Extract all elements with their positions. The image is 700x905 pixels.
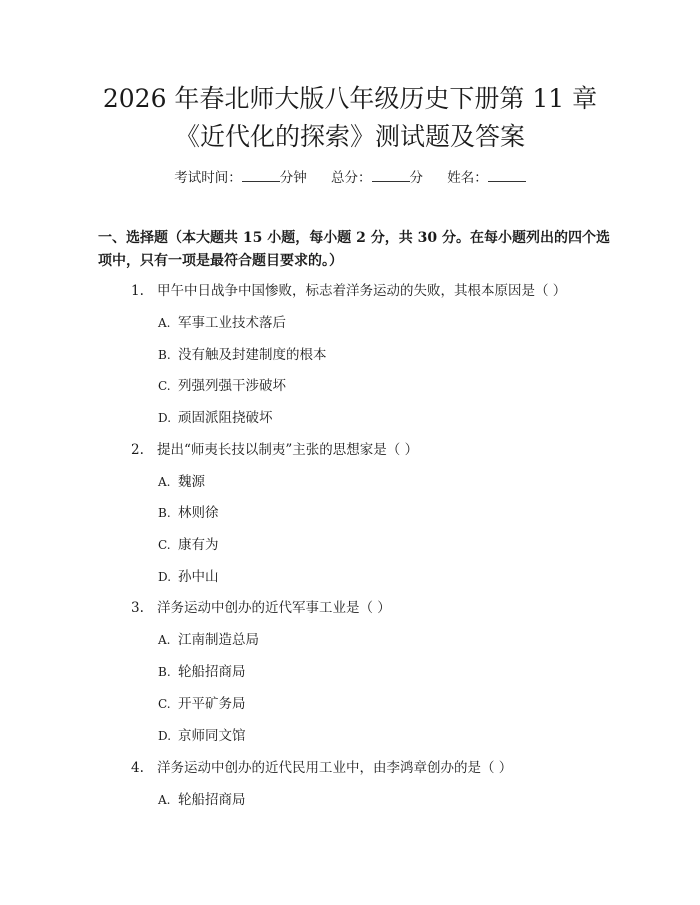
option-letter: A. (158, 793, 171, 807)
option-1b (158, 345, 578, 365)
name-field (447, 168, 526, 188)
option-letter: B. (158, 348, 171, 362)
option-text: 列强列强干涉破坏 (178, 378, 286, 394)
option-letter: B. (158, 665, 171, 679)
question-number: 4. (131, 760, 144, 776)
time-label: 考试时间： (174, 170, 242, 186)
option-text: 林则徐 (178, 505, 219, 521)
option-text: 开平矿务局 (178, 696, 246, 712)
option-1d (158, 408, 578, 428)
question-1 (131, 281, 621, 301)
name-blank (488, 168, 526, 182)
option-1c (158, 376, 578, 396)
option-3a (158, 630, 578, 650)
option-letter: C. (158, 538, 171, 552)
option-letter: D. (158, 729, 172, 743)
option-2c (158, 535, 578, 555)
option-text: 康有为 (178, 537, 219, 553)
option-letter: C. (158, 697, 171, 711)
option-2b (158, 503, 578, 523)
time-blank (242, 168, 280, 182)
question-4 (131, 758, 621, 778)
option-3c (158, 694, 578, 714)
option-text: 魏源 (178, 474, 205, 490)
option-text: 轮船招商局 (178, 664, 246, 680)
question-number: 1. (131, 283, 144, 299)
option-letter: A. (158, 475, 171, 489)
option-2d (158, 567, 578, 587)
option-text: 没有触及封建制度的根本 (178, 347, 327, 363)
exam-meta (0, 168, 700, 188)
option-text: 军事工业技术落后 (178, 315, 286, 331)
question-text: 洋务运动中创办的近代民用工业中，由李鸿章创办的是（ ） (157, 760, 513, 776)
title-line-1: 2026 年春北师大版八年级历史下册第 11 章 (102, 84, 598, 113)
option-3b (158, 662, 578, 682)
option-text: 京师同文馆 (178, 728, 246, 744)
option-4a (158, 790, 578, 810)
question-3 (131, 598, 621, 618)
option-letter: D. (158, 570, 172, 584)
option-text: 顽固派阻挠破坏 (178, 410, 273, 426)
section-heading-line-2: 项中，只有一项是最符合题目要求的。） (98, 253, 343, 269)
time-field (174, 168, 307, 188)
option-text: 轮船招商局 (178, 792, 246, 808)
option-text: 孙中山 (178, 569, 219, 585)
option-2a (158, 472, 578, 492)
score-field (331, 168, 423, 188)
question-text: 提出“师夷长技以制夷”主张的思想家是（ ） (157, 442, 419, 458)
question-number: 2. (131, 442, 144, 458)
section-heading-line-1: 一、选择题（本大题共 15 小题，每小题 2 分，共 30 分。在每小题列出的四个选 (98, 230, 610, 246)
option-letter: D. (158, 411, 172, 425)
option-letter: A. (158, 633, 171, 647)
option-3d (158, 726, 578, 746)
time-unit: 分钟 (279, 170, 307, 186)
option-letter: C. (158, 379, 171, 393)
title-line-2: 《近代化的探索》测试题及答案 (174, 122, 525, 151)
score-blank (372, 168, 410, 182)
option-1a (158, 313, 578, 333)
score-unit: 分 (409, 170, 423, 186)
option-letter: B. (158, 506, 171, 520)
question-number: 3. (131, 600, 144, 616)
score-label: 总分： (331, 170, 372, 186)
question-text: 甲午中日战争中国惨败，标志着洋务运动的失败，其根本原因是（ ） (157, 283, 567, 299)
option-letter: A. (158, 316, 171, 330)
option-text: 江南制造总局 (178, 632, 259, 648)
question-text: 洋务运动中创办的近代军事工业是（ ） (157, 600, 391, 616)
question-2 (131, 440, 621, 460)
name-label: 姓名： (447, 170, 488, 186)
